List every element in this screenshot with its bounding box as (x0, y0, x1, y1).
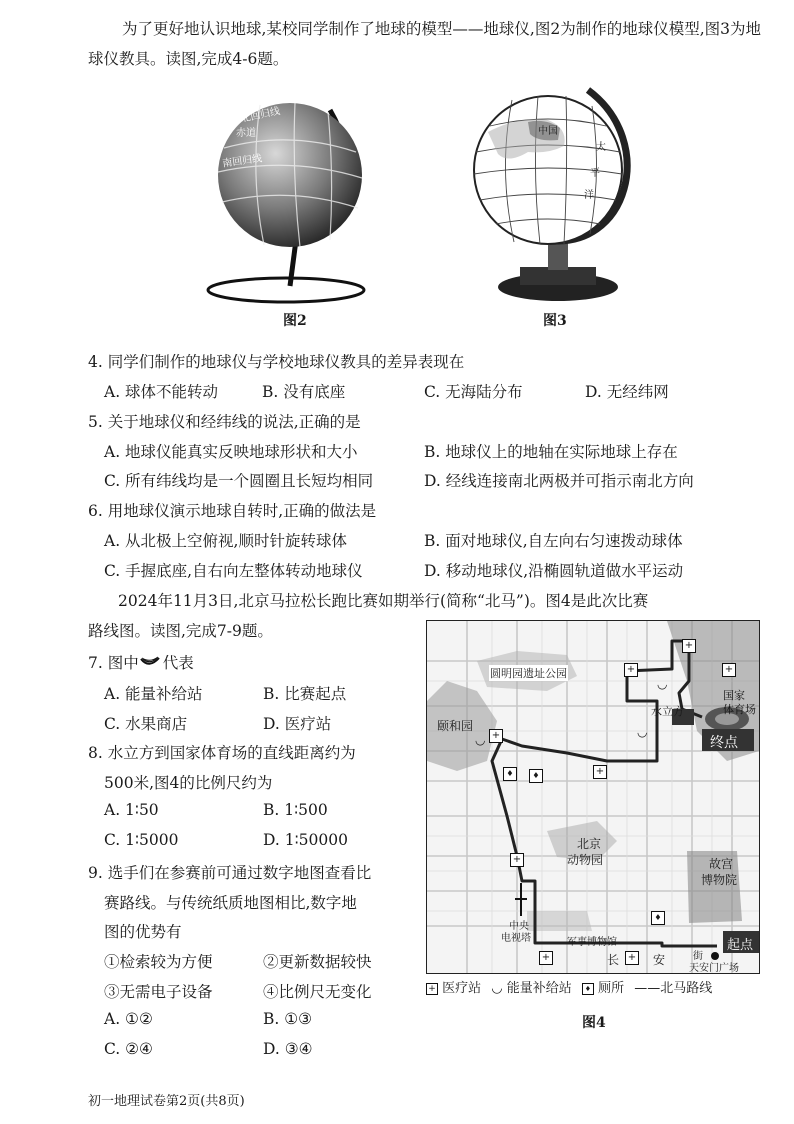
label-start-point: 起点 (727, 938, 754, 953)
q8-option-c: C. 1∶5000 (104, 831, 179, 849)
legend-medical: 医疗站 (442, 981, 482, 996)
figure-2-caption: 图2 (283, 313, 307, 329)
q7-option-d: D. 医疗站 (263, 715, 332, 733)
label-guojia-2: 体育场 (723, 703, 756, 716)
banana-icon (139, 655, 163, 673)
label-jie: 街 (693, 951, 703, 962)
toilet-legend-icon: ♦ (582, 983, 594, 995)
energy-station-icon: ◡ (475, 733, 486, 747)
q9-item-4: ④比例尺无变化 (263, 983, 372, 1001)
q5-option-d: D. 经线连接南北两极并可指示南北方向 (424, 472, 694, 490)
q5-option-a: A. 地球仪能真实反映地球形状和大小 (104, 443, 358, 461)
figure-3-caption: 图3 (543, 313, 567, 329)
label-junshi: 军事博物馆 (567, 937, 617, 948)
q7-option-c: C. 水果商店 (104, 715, 188, 733)
question-8-stem-1: 8. 水立方到国家体育场的直线距离约为 (88, 744, 356, 762)
q7-option-b: B. 比赛起点 (263, 685, 347, 703)
medical-station-icon: + (722, 663, 736, 677)
label-beijing: 北京 (577, 837, 602, 851)
q9-option-d: D. ③④ (263, 1040, 313, 1058)
q9-item-3: ③无需电子设备 (104, 983, 213, 1001)
label-tai: 太 (596, 142, 606, 153)
figure-4-legend (426, 977, 712, 996)
energy-station-icon: ◡ (657, 677, 668, 691)
figure-4-map (426, 620, 760, 974)
medical-station-icon: + (625, 951, 639, 965)
figure-4-caption: 图4 (582, 1015, 606, 1031)
page-footer: 初一地理试卷第2页(共8页) (88, 1094, 245, 1109)
label-tiananmen: 天安门广场 (689, 963, 739, 974)
q9-option-b: B. ①③ (263, 1010, 313, 1028)
question-9-stem-1: 9. 选手们在参赛前可通过数字地图查看比 (88, 864, 372, 882)
medical-station-icon: + (593, 765, 607, 779)
question-9-stem-3: 图的优势有 (104, 923, 182, 941)
q8-option-a: A. 1∶50 (104, 801, 159, 819)
medical-station-icon: + (510, 853, 524, 867)
label-china: 中国 (538, 126, 558, 137)
energy-station-icon: ◡ (637, 725, 648, 739)
intro2-line2: 路线图。读图,完成7-9题。 (88, 622, 273, 640)
question-7-stem (88, 651, 194, 673)
label-shuilifang: 水立方 (651, 705, 684, 718)
q4-option-c: C. 无海陆分布 (424, 383, 523, 401)
medical-station-icon: + (682, 639, 696, 653)
figure-2-globe (200, 90, 380, 305)
toilet-icon: ♦ (651, 911, 665, 925)
q6-option-b: B. 面对地球仪,自左向右匀速拨动球体 (424, 532, 683, 550)
q6-option-a: A. 从北极上空俯视,顺时针旋转球体 (104, 532, 347, 550)
label-yuanmingyuan: 圆明园遗址公园 (490, 667, 567, 680)
q4-option-d: D. 无经纬网 (585, 383, 669, 401)
label-tropic-north: 北回归线 (239, 105, 282, 125)
label-yiheyuan: 颐和园 (437, 719, 474, 733)
intro2-line1: 2024年11月3日,北京马拉松长跑比赛如期举行(简称“北马”)。图4是此次比赛 (118, 592, 649, 610)
label-zhongyang-2: 电视塔 (501, 933, 531, 944)
label-dongwuyuan: 动物园 (567, 853, 604, 867)
label-end-point: 终点 (710, 735, 738, 751)
medical-station-icon: + (624, 663, 638, 677)
q9-item-1: ①检索较为方便 (104, 953, 213, 971)
label-guojia-1: 国家 (723, 689, 745, 702)
q6-option-d: D. 移动地球仪,沿椭圆轨道做水平运动 (424, 562, 684, 580)
label-equator: 赤道 (236, 128, 256, 139)
question-6-stem: 6. 用地球仪演示地球自转时,正确的做法是 (88, 502, 377, 520)
medical-station-icon: + (539, 951, 553, 965)
q8-option-d: D. 1∶50000 (263, 831, 348, 849)
q9-option-c: C. ②④ (104, 1040, 153, 1058)
medical-legend-icon: + (426, 983, 438, 995)
question-4-stem: 4. 同学们制作的地球仪与学校地球仪教具的差异表现在 (88, 353, 465, 371)
toilet-icon: ♦ (529, 769, 543, 783)
label-zhongyang-1: 中央 (509, 921, 529, 932)
medical-station-icon: + (489, 729, 503, 743)
q9-item-2: ②更新数据较快 (263, 953, 372, 971)
label-an: 安 (653, 953, 666, 967)
label-yang: 洋 (584, 190, 594, 201)
question-9-stem-2: 赛路线。与传统纸质地图相比,数字地 (104, 894, 357, 912)
label-ping: 平 (590, 168, 600, 179)
q7-stem-b: 代表 (162, 654, 194, 672)
q7-option-a: A. 能量补给站 (104, 685, 203, 703)
question-8-stem-2: 500米,图4的比例尺约为 (104, 774, 273, 792)
legend-toilet: 厕所 (598, 981, 625, 996)
figure-3-globe (468, 82, 653, 307)
q9-option-a: A. ①② (104, 1010, 153, 1028)
q4-option-b: B. 没有底座 (262, 383, 346, 401)
label-gugong-1: 故宫 (709, 857, 734, 871)
q8-option-b: B. 1∶500 (263, 801, 328, 819)
q7-stem-a: 7. 图中 (88, 654, 139, 672)
legend-energy: 能量补给站 (506, 981, 572, 996)
q6-option-c: C. 手握底座,自右向左整体转动地球仪 (104, 562, 363, 580)
intro-paragraph: 为了更好地认识地球,某校同学制作了地球的模型——地球仪,图2为制作的地球仪模型,图3为地球仪教具。读图,完成4-6题。 (88, 20, 762, 68)
label-chang: 长 (607, 953, 620, 967)
energy-legend-icon: ◡ (491, 981, 503, 996)
q5-option-c: C. 所有纬线均是一个圆圈且长短均相同 (104, 472, 374, 490)
q4-option-a: A. 球体不能转动 (104, 383, 219, 401)
label-tropic-south: 南回归线 (221, 153, 263, 170)
legend-route: ——北马路线 (634, 981, 713, 996)
toilet-icon: ♦ (503, 767, 517, 781)
label-gugong-2: 博物院 (701, 873, 738, 887)
question-5-stem: 5. 关于地球仪和经纬线的说法,正确的是 (88, 413, 361, 431)
q5-option-b: B. 地球仪上的地轴在实际地球上存在 (424, 443, 678, 461)
